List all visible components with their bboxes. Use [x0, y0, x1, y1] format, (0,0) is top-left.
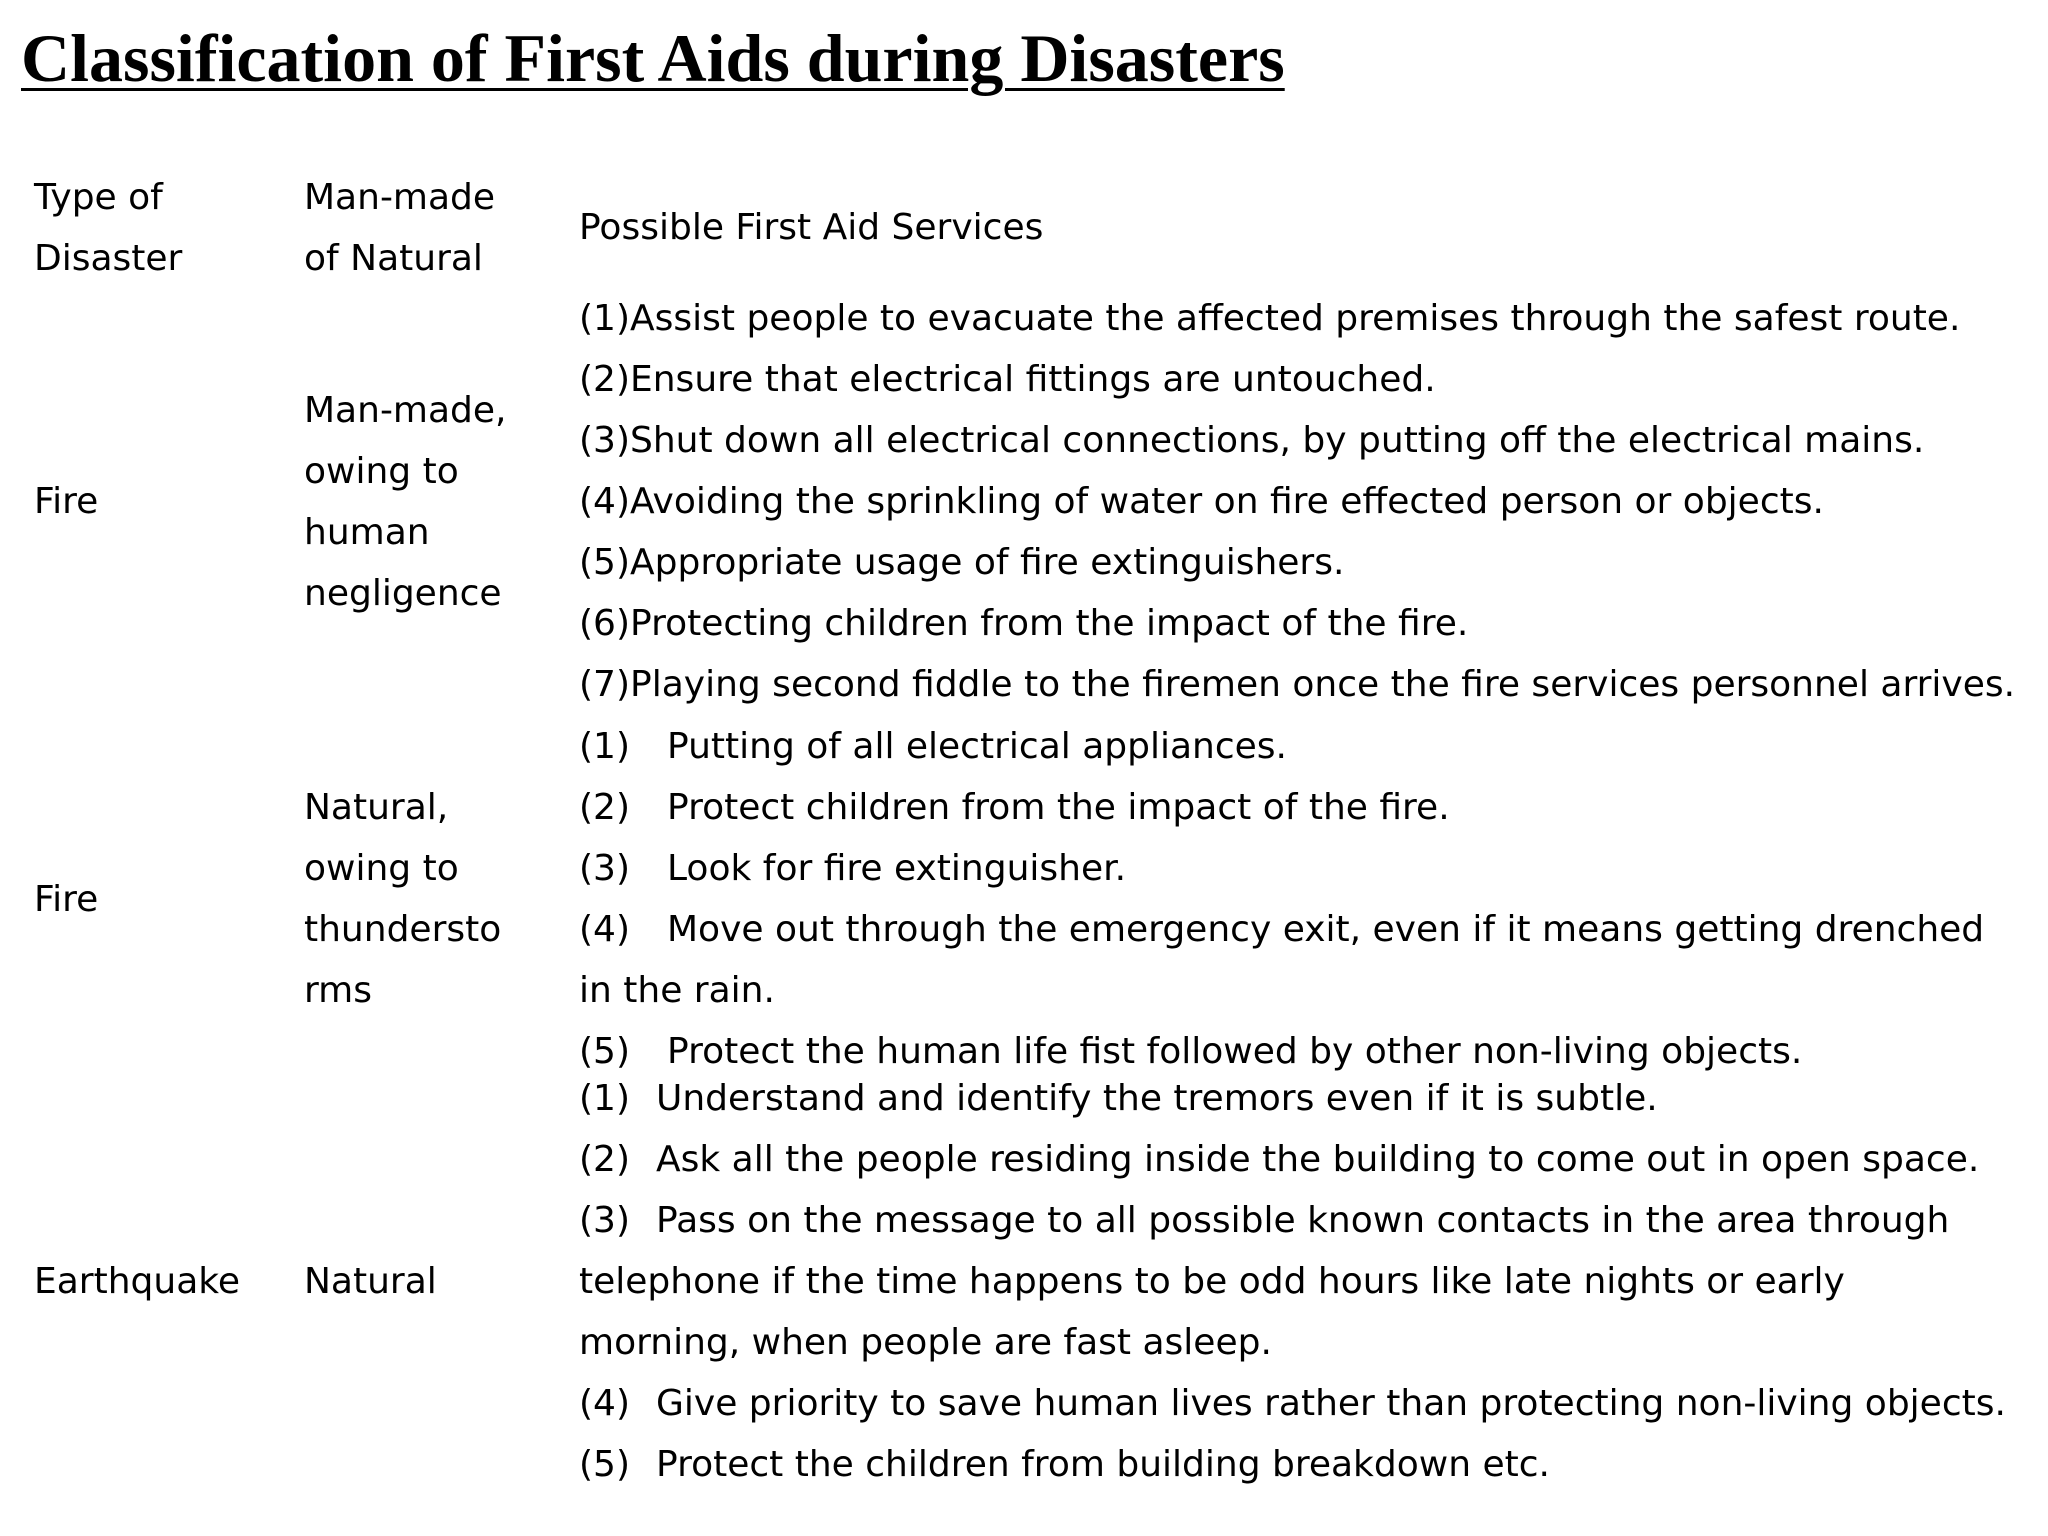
service-item — [579, 899, 2014, 1021]
disaster-type-cell — [34, 471, 304, 532]
services-list — [579, 1068, 2014, 1495]
service-item: (3)Shut down all electrical connections, by putting off the electrical mains. — [579, 420, 1925, 461]
header-type-of-disaster — [34, 167, 304, 289]
header-text: Type of — [34, 176, 163, 218]
service-text: Protect the children from building breakdown etc. — [656, 1444, 1550, 1485]
header-text: Possible First Aid Services — [579, 207, 1044, 248]
service-number: (3) — [579, 848, 630, 889]
origin-line: Natural — [304, 1261, 437, 1302]
disaster-type-cell — [34, 869, 304, 930]
header-text: Disaster — [34, 237, 183, 279]
service-item: (2)Ensure that electrical fittings are untouched. — [579, 359, 1436, 400]
service-item: (6)Protecting children from the impact of the fire. — [579, 603, 1469, 644]
disaster-type: Fire — [34, 481, 99, 522]
service-item: (7)Playing second fiddle to the firemen once the fire services personnel arrives. — [579, 664, 2016, 705]
disaster-type: Earthquake — [34, 1261, 240, 1302]
service-item — [579, 1129, 2014, 1190]
header-man-made-or-natural — [304, 167, 579, 289]
service-text: Protect the human life fist followed by other non-living objects. — [667, 1031, 1803, 1072]
origin-line: owing to — [304, 450, 459, 492]
origin-line: human — [304, 511, 430, 553]
service-item — [579, 1373, 2014, 1434]
origin-line: negligence — [304, 572, 502, 614]
page-title: Classification of First Aids during Disasters — [21, 20, 1285, 96]
disaster-origin-cell — [304, 380, 579, 624]
header-first-aid-services — [579, 197, 2014, 258]
origin-line: owing to — [304, 848, 459, 889]
table-row — [34, 714, 2014, 1084]
service-item: (1)Assist people to evacuate the affected premises through the safest route. — [579, 298, 1961, 339]
service-text: Ask all the people residing inside the building to come out in open space. — [656, 1139, 1980, 1180]
service-number: (2) — [579, 1139, 630, 1180]
service-number: (1) — [579, 726, 630, 767]
service-text: Pass on the message to all possible known contacts in the area through telephone if the time happens to be odd hours like late nights or early morning, when people are fast asleep. — [579, 1200, 1950, 1363]
origin-line: Man-made, — [304, 389, 507, 431]
table-row — [34, 289, 2014, 714]
service-item — [579, 838, 2014, 899]
service-number: (4) — [579, 909, 630, 950]
service-number: (5) — [579, 1031, 630, 1072]
service-text: Putting of all electrical appliances. — [667, 726, 1287, 767]
table-row — [34, 1078, 2014, 1485]
service-text: Move out through the emergency exit, even if it means getting drenched in the rain. — [579, 909, 1985, 1011]
service-number: (3) — [579, 1200, 630, 1241]
origin-line: rms — [304, 970, 372, 1011]
origin-line: thundersto — [304, 909, 502, 950]
disaster-table — [34, 166, 2016, 1485]
services-list — [579, 288, 2015, 715]
table-header-row — [34, 166, 2014, 289]
header-text: Man-made — [304, 176, 496, 218]
service-text: Give priority to save human lives rather than protecting non-living objects. — [656, 1383, 2006, 1424]
service-text: Protect children from the impact of the fire. — [667, 787, 1450, 828]
service-text: Look for fire extinguisher. — [667, 848, 1127, 889]
disaster-origin-cell — [304, 1251, 579, 1312]
disaster-type: Fire — [34, 878, 99, 920]
header-text: of Natural — [304, 237, 483, 279]
disaster-origin-cell — [304, 777, 579, 1021]
service-item — [579, 1068, 2014, 1129]
service-item — [579, 1434, 2014, 1495]
service-item: (4)Avoiding the sprinkling of water on fire effected person or objects. — [579, 481, 1824, 522]
service-number: (2) — [579, 787, 630, 828]
service-number: (5) — [579, 1444, 630, 1485]
service-item — [579, 716, 2014, 777]
services-list — [579, 716, 2014, 1082]
disaster-type-cell — [34, 1251, 304, 1312]
origin-line: Natural, — [304, 787, 449, 828]
service-item: (5)Appropriate usage of fire extinguishers. — [579, 542, 1345, 583]
service-number: (1) — [579, 1078, 630, 1119]
service-item — [579, 1190, 2014, 1373]
service-text: Understand and identify the tremors even if it is subtle. — [656, 1078, 1658, 1119]
service-number: (4) — [579, 1383, 630, 1424]
service-item — [579, 777, 2014, 838]
